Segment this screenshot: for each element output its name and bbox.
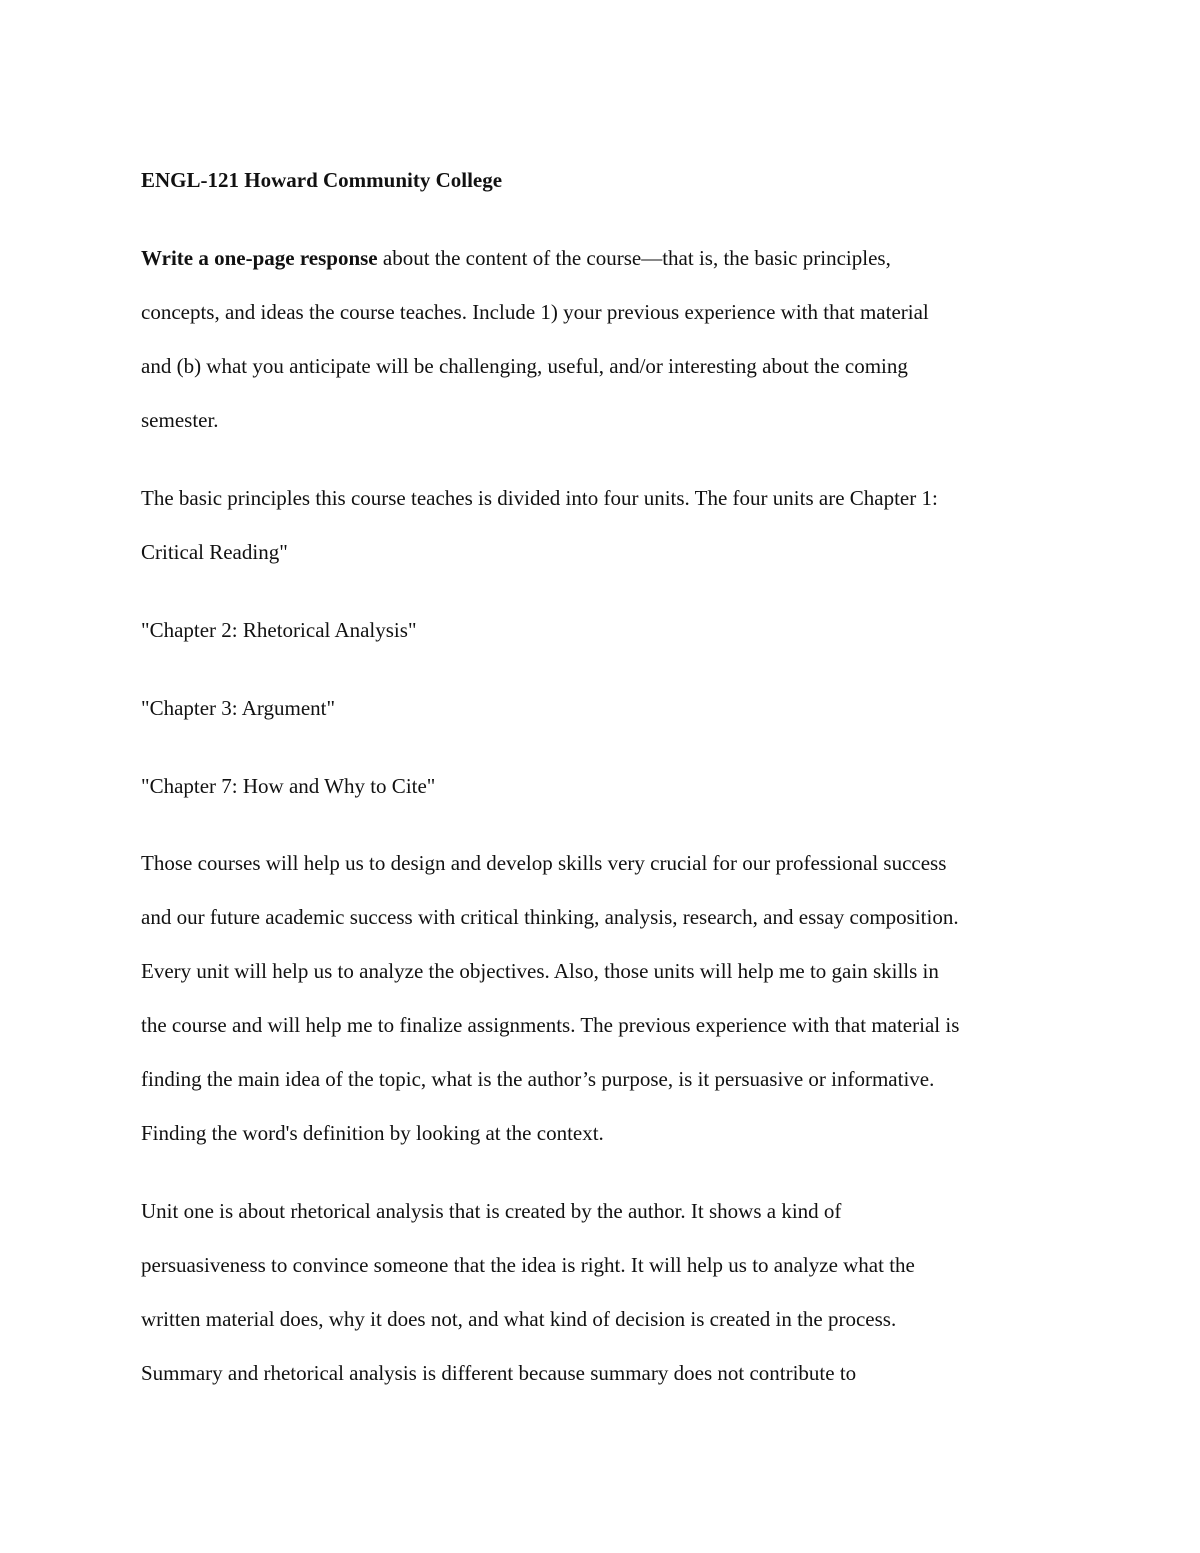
prompt-line-3: and (b) what you anticipate will be challenging, useful, and/or interesting about the coming (141, 354, 908, 378)
chapter-item: "Chapter 7: How and Why to Cite" (141, 774, 436, 798)
paragraph2-line: persuasiveness to convince someone that the idea is right. It will help us to analyze what the (141, 1253, 915, 1277)
paragraph1-line: and our future academic success with critical thinking, analysis, research, and essay composition. (141, 905, 959, 929)
document-title: ENGL-121 Howard Community College (141, 168, 503, 192)
paragraph2-line: Unit one is about rhetorical analysis that is created by the author. It shows a kind of (141, 1199, 842, 1223)
paragraph1-line: the course and will help me to finalize assignments. The previous experience with that material is (141, 1013, 960, 1037)
prompt-bold-lead: Write a one-page response (141, 246, 378, 270)
units-intro-line-2: Critical Reading" (141, 540, 288, 564)
chapter-item: "Chapter 3: Argument" (141, 696, 336, 720)
paragraph2-line: Summary and rhetorical analysis is different because summary does not contribute to (141, 1361, 857, 1385)
prompt-line-1 (141, 244, 891, 272)
paragraph2-line: written material does, why it does not, and what kind of decision is created in the process. (141, 1307, 897, 1331)
chapter-item: "Chapter 2: Rhetorical Analysis" (141, 618, 417, 642)
prompt-line-1-rest: about the content of the course—that is, the basic principles, (377, 246, 891, 270)
paragraph1-line: Those courses will help us to design and develop skills very crucial for our professional success (141, 851, 947, 875)
paragraph1-line: Every unit will help us to analyze the objectives. Also, those units will help me to gain skills in (141, 959, 939, 983)
paragraph1-line: Finding the word's definition by looking at the context. (141, 1121, 604, 1145)
prompt-line-4: semester. (141, 408, 219, 432)
prompt-line-2: concepts, and ideas the course teaches. Include 1) your previous experience with that material (141, 300, 929, 324)
paragraph1-line: finding the main idea of the topic, what is the author’s purpose, is it persuasive or informative. (141, 1067, 935, 1091)
units-intro-line-1: The basic principles this course teaches is divided into four units. The four units are Chapter 1: (141, 486, 938, 510)
